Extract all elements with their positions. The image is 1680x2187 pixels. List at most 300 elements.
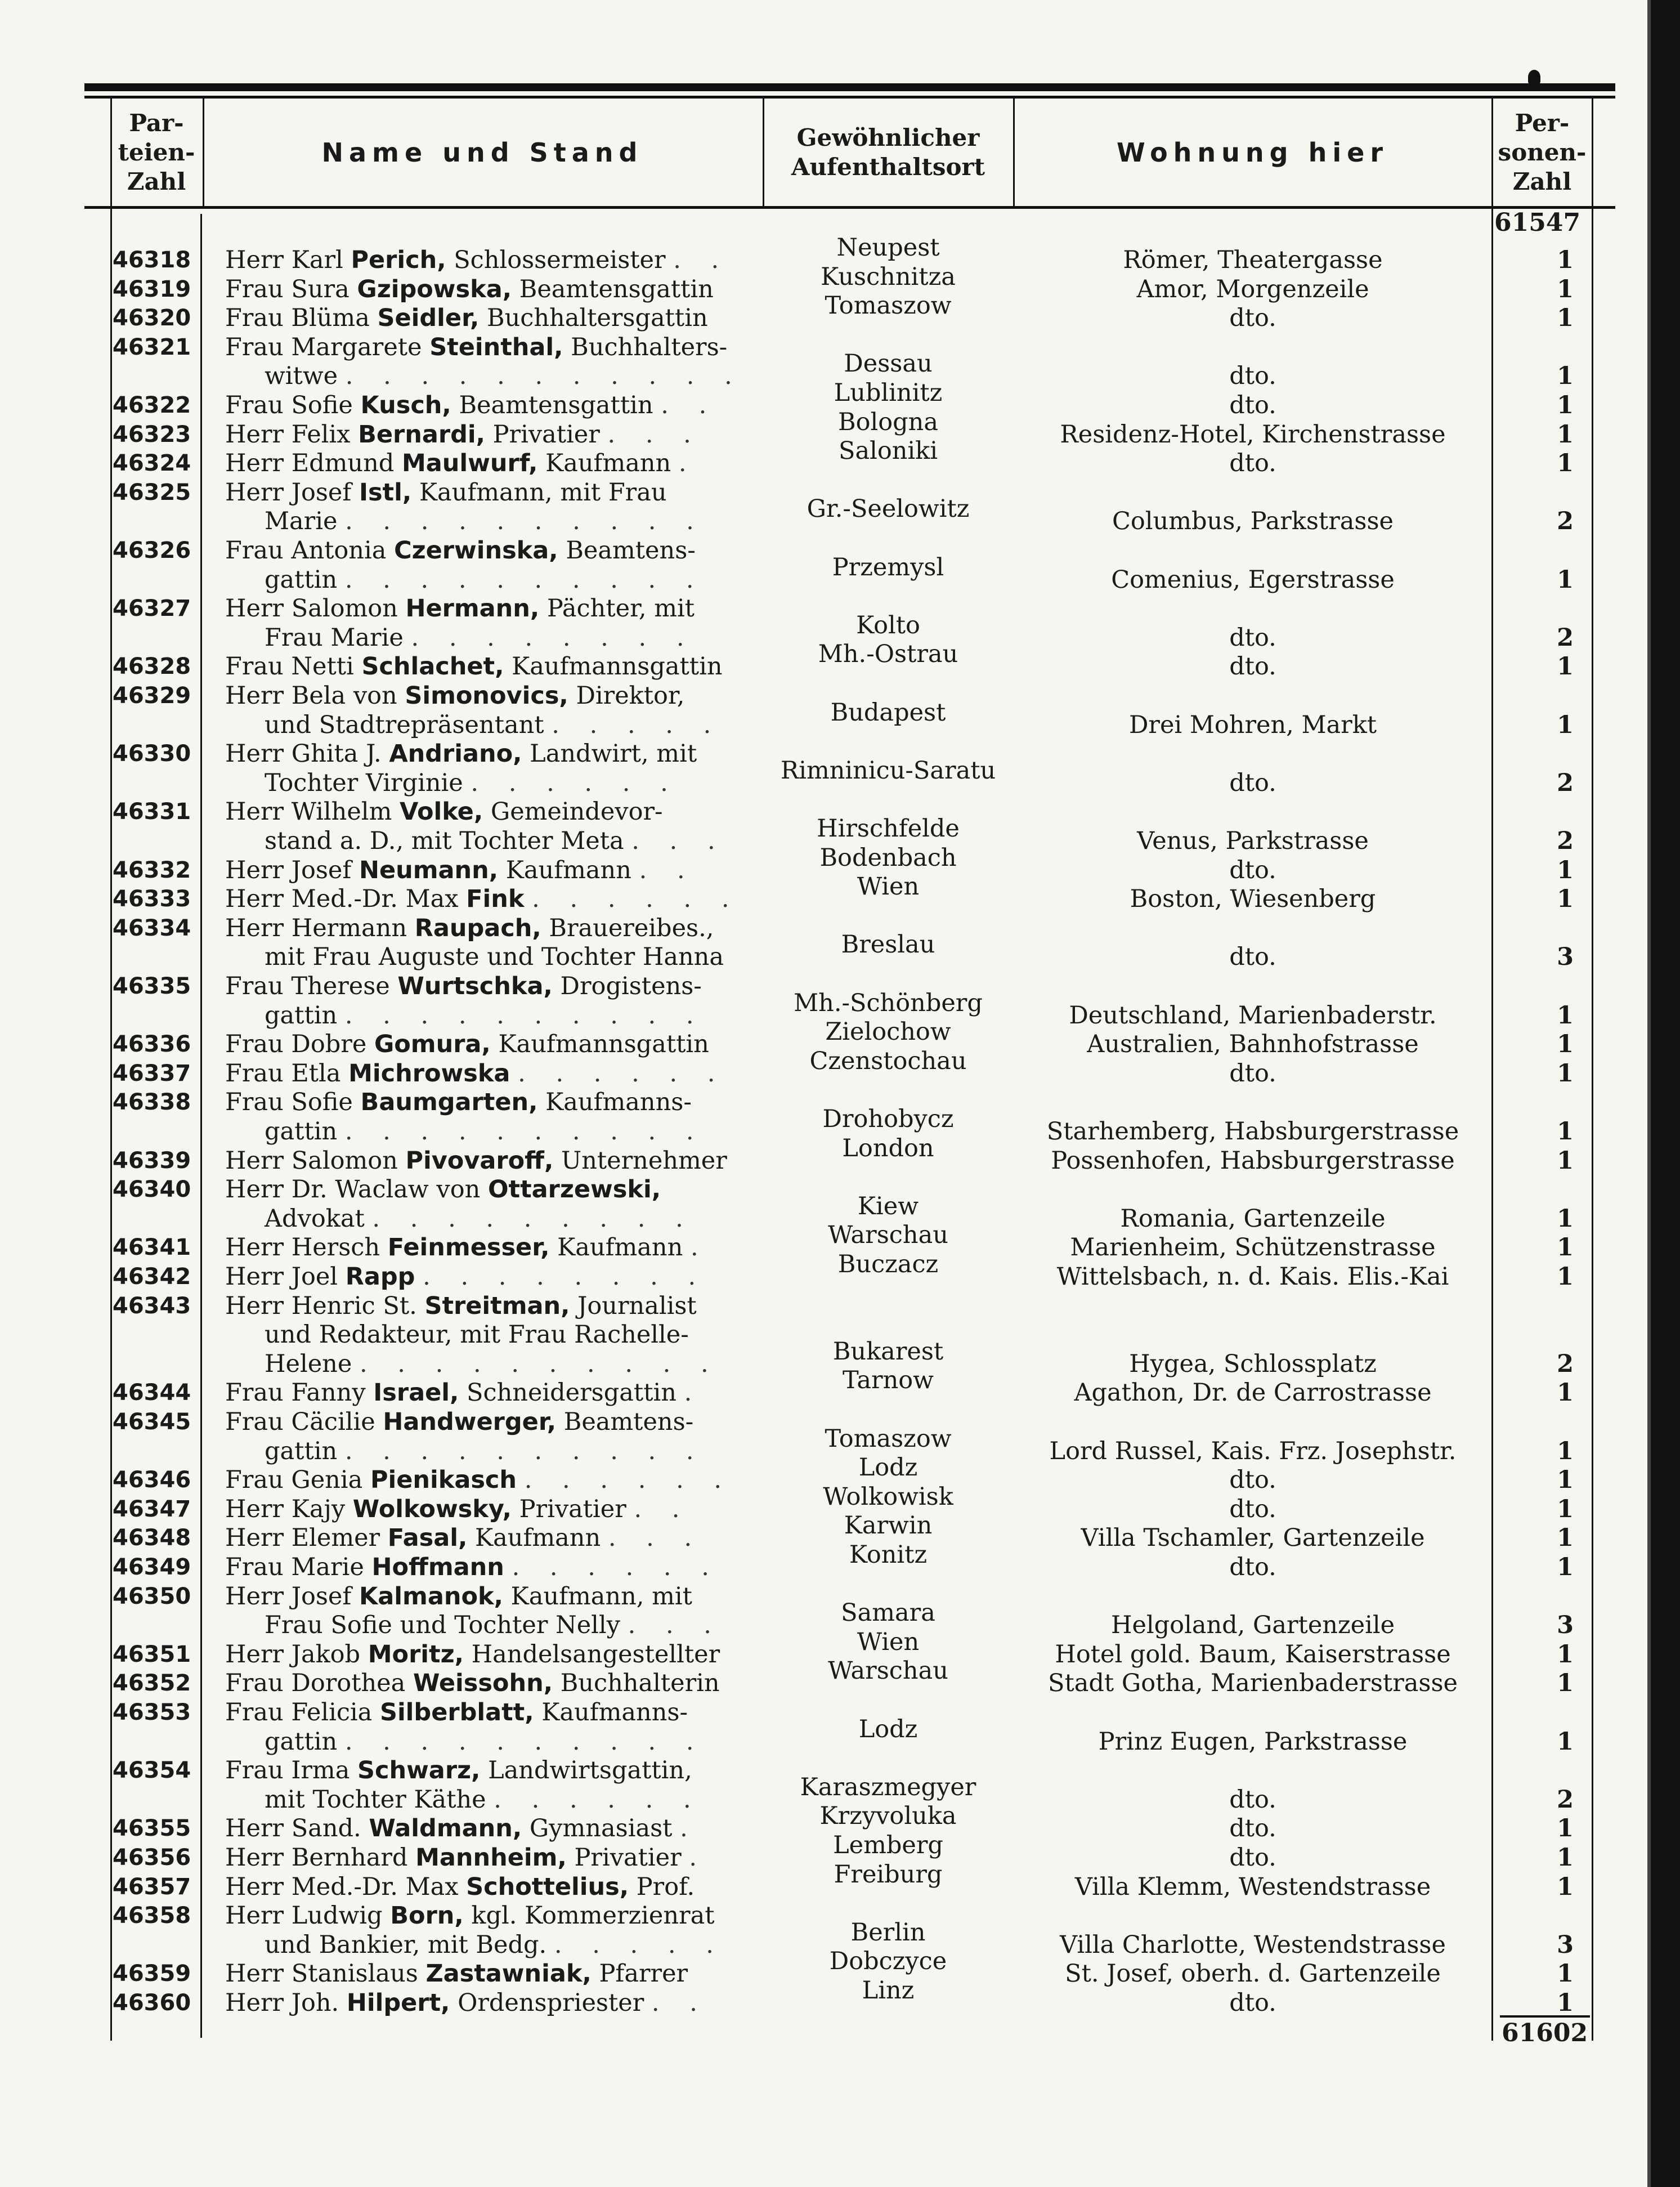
- person-title: Frau Genia: [225, 1466, 363, 1495]
- persons-count: 1: [1557, 246, 1574, 274]
- person-title: Herr Josef: [225, 478, 352, 507]
- table-row: [0, 739, 1680, 797]
- person-surname: Andriano,: [389, 740, 522, 768]
- person-surname: Born,: [390, 1902, 464, 1930]
- party-number: 46330: [113, 741, 191, 767]
- lodging-address: dto.: [1229, 652, 1276, 681]
- persons-count: 1: [1557, 362, 1574, 391]
- persons-count: 1: [1557, 1059, 1574, 1088]
- person-status: Privatier: [574, 1844, 682, 1872]
- name-line: [225, 1698, 757, 1727]
- persons-count: 1: [1557, 304, 1574, 333]
- party-number: 46319: [113, 276, 191, 302]
- person-status: Landwirtsgattin,: [488, 1756, 692, 1785]
- person-surname: Neumann,: [359, 856, 499, 884]
- person-surname: Silberblatt,: [379, 1698, 534, 1727]
- continuation-text: mit Tochter Käthe: [265, 1785, 486, 1814]
- lodging-address: dto.: [1229, 623, 1276, 652]
- person-surname: Ottarzewski,: [487, 1175, 661, 1204]
- continuation-text: stand a. D., mit Tochter Meta: [265, 826, 624, 855]
- person-surname: Gomura,: [374, 1030, 491, 1059]
- table-row: [0, 640, 1680, 681]
- persons-count: 1: [1557, 391, 1574, 419]
- continuation-text: Frau Sofie und Tochter Nelly: [265, 1611, 620, 1640]
- party-number: 46327: [113, 596, 191, 622]
- person-surname: Steinthal,: [429, 333, 563, 361]
- lodging-address: Römer, Theatergasse: [1123, 246, 1383, 274]
- usual-residence: Wolkowisk: [823, 1482, 953, 1511]
- person-title: Herr Edmund: [225, 449, 395, 478]
- leader-dots: . .: [661, 391, 718, 419]
- name-line: [225, 391, 757, 420]
- usual-residence: Lublinitz: [834, 379, 943, 407]
- person-status: Beamtens-: [563, 1408, 694, 1436]
- leader-dots: . . . . . . . . . . .: [345, 362, 743, 391]
- name-line: [225, 1872, 757, 1902]
- party-number: 46326: [113, 538, 191, 563]
- header-persons-l1: Per-: [1515, 109, 1570, 137]
- name-line: [225, 1233, 757, 1262]
- person-surname: Feinmesser,: [387, 1233, 550, 1262]
- leader-dots: . . . . . .: [471, 768, 679, 797]
- party-number: 46325: [113, 479, 191, 506]
- party-number: 46338: [113, 1089, 191, 1116]
- header-party-number: [111, 99, 201, 206]
- usual-residence: Kuschnitza: [821, 262, 956, 291]
- name-continuation: [225, 1930, 796, 1960]
- usual-residence: Tarnow: [843, 1366, 934, 1395]
- usual-residence: Warschau: [828, 1657, 948, 1685]
- usual-residence: Saloniki: [839, 437, 938, 466]
- leader-dots: . . .: [628, 1611, 723, 1640]
- continuation-text: gattin: [265, 565, 338, 594]
- person-title: Frau Sura: [225, 275, 350, 303]
- header-lodging: [1015, 99, 1490, 206]
- party-number: 46340: [113, 1177, 191, 1203]
- person-surname: Raupach,: [414, 914, 541, 942]
- person-status: Gemeindevor-: [490, 798, 663, 826]
- person-status: Beamtens-: [566, 536, 696, 565]
- person-title: Herr Hermann: [225, 914, 407, 942]
- usual-residence: Krzyvoluka: [819, 1802, 957, 1831]
- name-line: [225, 1582, 757, 1611]
- party-number: 46355: [113, 1815, 191, 1842]
- party-number: 46358: [113, 1903, 191, 1929]
- persons-count: 1: [1557, 1960, 1574, 1988]
- continuation-text: gattin: [265, 1727, 338, 1756]
- party-number: 46321: [113, 334, 191, 360]
- person-title: Herr Salomon: [225, 594, 398, 623]
- persons-count: 1: [1557, 1727, 1574, 1756]
- person-title: Herr Bela von: [225, 682, 397, 710]
- lodging-address: dto.: [1229, 1785, 1276, 1814]
- person-status: Ordenspriester: [458, 1989, 644, 2017]
- usual-residence: Lodz: [858, 1715, 918, 1743]
- lodging-address: Lord Russel, Kais. Frz. Josephstr.: [1049, 1437, 1457, 1465]
- leader-dots: . . . . .: [554, 1930, 725, 1959]
- table-row: [0, 1046, 1680, 1088]
- name-line: [225, 245, 757, 275]
- leader-dots: . .: [673, 246, 731, 274]
- person-surname: Streitman,: [424, 1291, 570, 1320]
- usual-residence: Bodenbach: [819, 843, 957, 872]
- persons-count: 1: [1557, 1030, 1574, 1059]
- party-number: 46348: [113, 1525, 191, 1551]
- lodging-address: Hotel gold. Baum, Kaiserstrasse: [1055, 1640, 1451, 1669]
- person-title: Frau Margarete: [225, 333, 422, 361]
- lodging-address: dto.: [1229, 1844, 1276, 1872]
- name-line: [225, 1988, 757, 2018]
- name-line: [225, 1465, 757, 1495]
- lodging-address: dto.: [1229, 1059, 1276, 1088]
- usual-residence: Kolto: [856, 611, 920, 639]
- person-title: Herr Ludwig: [225, 1902, 383, 1930]
- persons-count: 2: [1557, 507, 1574, 536]
- usual-residence: Rimninicu-Saratu: [780, 756, 996, 785]
- persons-count: 3: [1557, 943, 1574, 972]
- header-origin-l2: Aufenthaltsort: [791, 153, 985, 181]
- name-line: [225, 1843, 757, 1872]
- person-title: Herr Ghita J.: [225, 740, 382, 768]
- person-title: Frau Sofie: [225, 391, 353, 419]
- name-continuation: [225, 710, 796, 740]
- name-continuation: [225, 942, 796, 972]
- party-number: 46357: [113, 1873, 191, 1900]
- leader-dots: . . .: [608, 1524, 704, 1553]
- person-title: Frau Netti: [225, 652, 354, 681]
- continuation-text: gattin: [265, 1117, 338, 1146]
- name-continuation: [225, 565, 796, 594]
- lodging-address: St. Josef, oberh. d. Gartenzeile: [1065, 1960, 1441, 1988]
- person-status: Buchhaltersgattin: [486, 304, 708, 333]
- leader-dots: . .: [634, 1495, 691, 1523]
- persons-count: 3: [1557, 1930, 1574, 1959]
- lodging-address: dto.: [1229, 1553, 1276, 1581]
- person-title: Herr Felix: [225, 420, 351, 449]
- person-status: Schlossermeister: [454, 246, 666, 274]
- leader-dots: . . . . . . . . . .: [344, 565, 705, 594]
- person-surname: Wolkowsky,: [352, 1495, 512, 1523]
- lodging-address: Drei Mohren, Markt: [1128, 710, 1377, 739]
- person-title: Herr Josef: [225, 856, 352, 884]
- party-number: 46356: [113, 1845, 191, 1871]
- leader-dots: . . . . . . . . . .: [345, 507, 705, 536]
- usual-residence: Zielochow: [825, 1018, 951, 1046]
- person-surname: Fink: [466, 885, 525, 914]
- person-status: Kaufmannsgattin: [512, 652, 723, 681]
- name-line: [225, 1030, 757, 1059]
- header-party-l2: teien-: [118, 138, 195, 166]
- party-number: 46323: [113, 421, 191, 448]
- party-number: 46336: [113, 1031, 191, 1058]
- name-line: [225, 420, 757, 449]
- person-surname: Istl,: [359, 478, 412, 507]
- name-continuation: [225, 1437, 796, 1466]
- persons-count: 1: [1557, 1872, 1574, 1901]
- persons-count: 1: [1557, 1844, 1574, 1872]
- name-line: [225, 1901, 757, 1930]
- person-status: Prof.: [636, 1872, 695, 1901]
- persons-count: 1: [1557, 710, 1574, 739]
- person-surname: Hilpert,: [346, 1989, 450, 2017]
- lodging-address: Helgoland, Gartenzeile: [1110, 1611, 1395, 1640]
- person-status: Pächter, mit: [546, 594, 695, 623]
- continuation-text: Marie: [265, 507, 338, 536]
- usual-residence: Berlin: [850, 1918, 926, 1947]
- header-bottom-rule: [84, 206, 1615, 209]
- name-line: [225, 478, 757, 507]
- top-rule-thin: [84, 96, 1615, 99]
- persons-count: 1: [1557, 420, 1574, 449]
- party-number: 46337: [113, 1060, 191, 1086]
- name-line: [225, 739, 757, 768]
- lodging-address: dto.: [1229, 1814, 1276, 1843]
- lodging-address: dto.: [1229, 449, 1276, 478]
- lodging-address: Residenz-Hotel, Kirchenstrasse: [1060, 420, 1446, 449]
- table-row: [0, 536, 1680, 594]
- lodging-address: Marienheim, Schützenstrasse: [1070, 1233, 1436, 1262]
- persons-count: 1: [1557, 885, 1574, 914]
- lodging-address: Starhemberg, Habsburgerstrasse: [1046, 1117, 1459, 1146]
- table-row: [0, 292, 1680, 333]
- person-title: Herr Jakob: [225, 1640, 361, 1669]
- continuation-text: gattin: [265, 1437, 338, 1465]
- persons-count: 1: [1557, 1495, 1574, 1523]
- name-line: [225, 1669, 757, 1698]
- name-line: [225, 652, 757, 681]
- party-number: 46342: [113, 1264, 191, 1290]
- usual-residence: Samara: [841, 1599, 935, 1627]
- person-title: Herr Bernhard: [225, 1844, 408, 1872]
- usual-residence: Linz: [862, 1976, 915, 2005]
- person-status: Gymnasiast: [529, 1814, 673, 1843]
- lodging-address: Wittelsbach, n. d. Kais. Elis.-Kai: [1056, 1263, 1449, 1291]
- persons-count: 1: [1557, 1379, 1574, 1407]
- header-origin-l1: Gewöhnlicher: [796, 124, 980, 151]
- name-line: [225, 1495, 757, 1524]
- person-status: Kaufmann: [545, 449, 671, 478]
- persons-count: 1: [1557, 1146, 1574, 1175]
- party-number: 46339: [113, 1147, 191, 1174]
- person-surname: Gzipowska,: [357, 275, 512, 303]
- usual-residence: Mh.-Schönberg: [794, 989, 983, 1017]
- person-surname: Pienikasch: [370, 1466, 517, 1495]
- usual-residence: Karaszmegyer: [800, 1773, 976, 1801]
- party-number: 46359: [113, 1961, 191, 1987]
- usual-residence: Karwin: [844, 1511, 933, 1540]
- header-name-and-status: [204, 99, 761, 206]
- leader-dots: . . .: [631, 826, 727, 855]
- person-title: Herr Karl: [225, 246, 343, 274]
- person-title: Herr Med.-Dr. Max: [225, 885, 459, 914]
- party-number: 46349: [113, 1554, 191, 1580]
- name-line: [225, 1262, 757, 1291]
- party-number: 46344: [113, 1380, 191, 1406]
- persons-count: 3: [1557, 1611, 1574, 1640]
- leader-dots: . . . . . .: [512, 1553, 720, 1581]
- name-line: [225, 1814, 757, 1843]
- lodging-address: dto.: [1229, 943, 1276, 972]
- party-number: 46351: [113, 1641, 191, 1667]
- person-surname: Schlachet,: [361, 652, 504, 681]
- leader-dots: . . . . . . . . . .: [344, 1727, 705, 1756]
- persons-count: 1: [1557, 1989, 1574, 2017]
- person-title: Frau Marie: [225, 1553, 364, 1581]
- usual-residence: Mh.-Ostrau: [818, 640, 958, 669]
- person-title: Frau Dobre: [225, 1030, 367, 1059]
- name-line: [225, 972, 757, 1001]
- person-surname: Volke,: [400, 798, 483, 826]
- continuation-text: und Bankier, mit Bedg.: [265, 1930, 547, 1959]
- continuation-text: und Stadtrepräsentant: [265, 710, 544, 739]
- table-row: [0, 914, 1680, 972]
- leader-dots: . . . . . . . . . .: [359, 1349, 720, 1378]
- person-title: Frau Cäcilie: [225, 1408, 375, 1436]
- party-number: 46341: [113, 1235, 191, 1261]
- table-row: [0, 437, 1680, 478]
- person-status: Kaufmann: [505, 856, 631, 884]
- header-party-l3: Zahl: [127, 168, 186, 195]
- continuation-text: Helene: [265, 1349, 352, 1378]
- person-surname: Waldmann,: [369, 1814, 522, 1843]
- usual-residence: Tomaszow: [825, 1424, 952, 1453]
- leader-dots: . . . . . . . . . .: [344, 1117, 705, 1146]
- person-surname: Schwarz,: [357, 1756, 481, 1785]
- person-title: Frau Dorothea: [225, 1669, 406, 1698]
- leader-dots: .: [678, 449, 698, 478]
- top-rule-thick: [84, 83, 1615, 91]
- table-row: [0, 1698, 1680, 1756]
- usual-residence: Dobczyce: [829, 1947, 947, 1976]
- person-status: Buchhalters-: [571, 333, 728, 361]
- person-title: Herr Joel: [225, 1263, 338, 1291]
- leader-dots: . .: [639, 856, 696, 884]
- name-line: [225, 1378, 757, 1407]
- persons-count: 1: [1557, 652, 1574, 681]
- name-line: [225, 1175, 757, 1204]
- name-line: [225, 884, 757, 914]
- person-surname: Czerwinska,: [394, 536, 558, 565]
- usual-residence: Drohobycz: [822, 1104, 954, 1133]
- usual-residence: Konitz: [849, 1541, 928, 1569]
- person-title: Frau Antonia: [225, 536, 387, 565]
- header-persons-count: [1493, 99, 1591, 206]
- name-continuation: [225, 826, 796, 856]
- usual-residence: Warschau: [828, 1221, 948, 1250]
- person-surname: Pivovaroff,: [405, 1146, 554, 1175]
- person-status: Handelsangestellter: [471, 1640, 720, 1669]
- person-surname: Kusch,: [360, 391, 451, 419]
- person-surname: Israel,: [373, 1379, 459, 1407]
- leader-dots: .: [690, 1233, 710, 1262]
- person-title: Herr Kajy: [225, 1495, 346, 1523]
- name-line: [225, 1059, 757, 1088]
- lodging-address: Villa Tschamler, Gartenzeile: [1081, 1524, 1425, 1553]
- persons-count: 1: [1557, 1117, 1574, 1146]
- header-persons-l3: Zahl: [1512, 168, 1572, 195]
- table-row: [0, 1291, 1680, 1379]
- usual-residence: Buczacz: [837, 1250, 939, 1278]
- persons-count: 1: [1557, 1233, 1574, 1262]
- person-surname: Perich,: [351, 246, 446, 274]
- person-status: Kaufmanns-: [545, 1088, 692, 1117]
- name-line: [225, 1146, 757, 1175]
- table-row: [0, 1976, 1680, 2018]
- lodging-address: Deutschland, Marienbaderstr.: [1069, 1001, 1437, 1030]
- person-surname: Mannheim,: [415, 1844, 567, 1872]
- name-line: [225, 1407, 757, 1437]
- carried-total-top: 61547: [1494, 208, 1581, 237]
- persons-count: 2: [1557, 826, 1574, 855]
- usual-residence: Przemysl: [832, 553, 944, 582]
- person-title: Frau Irma: [225, 1756, 350, 1785]
- leader-dots: . . . . . .: [518, 1059, 727, 1088]
- leader-dots: . . . . . . . . . .: [344, 1437, 705, 1465]
- person-status: Kaufmann: [557, 1233, 683, 1262]
- table-row: [0, 1134, 1680, 1175]
- person-status: Privatier: [519, 1495, 626, 1523]
- name-continuation: [225, 1001, 796, 1030]
- party-number: 46335: [113, 973, 191, 999]
- name-line: [225, 303, 757, 333]
- person-surname: Baumgarten,: [360, 1088, 538, 1117]
- person-surname: Rapp: [345, 1263, 415, 1291]
- person-status: Kaufmann, mit Frau: [419, 478, 667, 507]
- person-title: Herr Salomon: [225, 1146, 398, 1175]
- name-continuation: [225, 507, 796, 536]
- person-title: Frau Blüma: [225, 304, 370, 333]
- lodging-address: Villa Charlotte, Westendstrasse: [1060, 1930, 1446, 1959]
- person-title: Frau Fanny: [225, 1379, 366, 1407]
- leader-dots: . . . . . . . .: [411, 623, 696, 652]
- lodging-address: dto.: [1229, 1495, 1276, 1523]
- person-status: Beamtensgattin: [519, 275, 714, 303]
- name-line: [225, 914, 757, 943]
- name-line: [225, 1523, 757, 1553]
- persons-count: 2: [1557, 1785, 1574, 1814]
- lodging-address: Agathon, Dr. de Carrostrasse: [1074, 1379, 1432, 1407]
- name-line: [225, 1291, 757, 1321]
- name-line: [225, 1088, 757, 1117]
- lodging-address: dto.: [1229, 856, 1276, 884]
- usual-residence: Wien: [857, 873, 920, 901]
- leader-dots: .: [684, 1379, 704, 1407]
- party-number: 46346: [113, 1467, 191, 1493]
- header-party-l1: Par-: [129, 109, 184, 137]
- person-status: Beamtensgattin: [459, 391, 653, 419]
- person-status: Landwirt, mit: [530, 740, 697, 768]
- persons-count: 1: [1557, 1263, 1574, 1291]
- party-number: 46360: [113, 1990, 191, 2016]
- usual-residence: Gr.-Seelowitz: [807, 495, 970, 524]
- name-line: [225, 856, 757, 885]
- name-continuation: [225, 768, 796, 798]
- persons-count: 1: [1557, 1466, 1574, 1495]
- lodging-address: Australien, Bahnhofstrasse: [1087, 1030, 1419, 1059]
- name-line: [225, 536, 757, 565]
- party-number: 46324: [113, 450, 191, 477]
- party-number: 46331: [113, 799, 191, 825]
- party-number: 46328: [113, 654, 191, 680]
- lodging-address: Boston, Wiesenberg: [1130, 885, 1376, 914]
- party-number: 46332: [113, 857, 191, 883]
- party-number: 46345: [113, 1409, 191, 1435]
- persons-count: 1: [1557, 1437, 1574, 1465]
- person-title: Frau Etla: [225, 1059, 341, 1088]
- lodging-address: dto.: [1229, 362, 1276, 391]
- persons-count: 1: [1557, 1204, 1574, 1233]
- usual-residence: Czenstochau: [809, 1046, 967, 1075]
